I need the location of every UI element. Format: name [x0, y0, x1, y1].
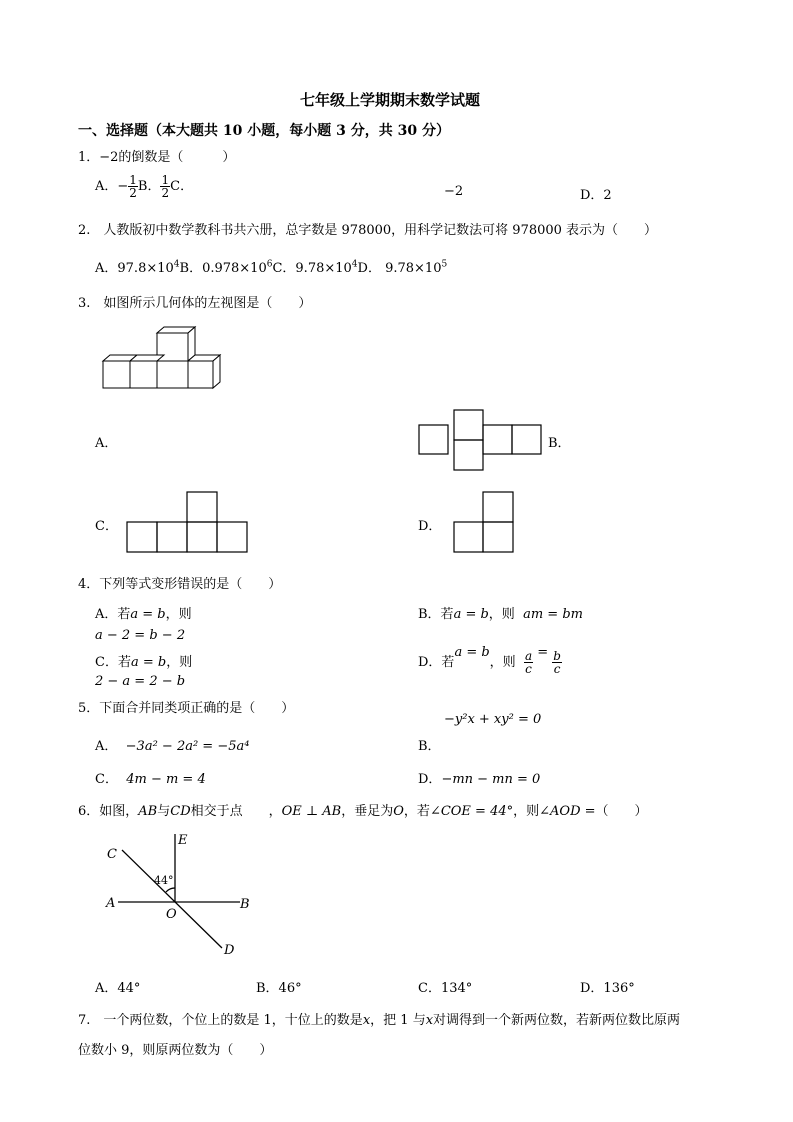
q5-d-label: D． — [418, 772, 442, 787]
q4-c-eq: a = b — [130, 655, 167, 670]
q4-d-frac1-den: c — [525, 662, 532, 676]
q6-stem-angle: ∠COE = 44° — [429, 804, 514, 819]
q4-d-frac2-den: c — [553, 662, 561, 676]
q5-option-b: B． — [418, 739, 441, 754]
q4-b-text1: B．若 — [418, 607, 454, 622]
q6-angle-label: 44° — [154, 874, 174, 887]
q2-b-exp: 6 — [266, 259, 273, 270]
q2-option-d: D． 9.78×10 — [357, 261, 442, 276]
q6-option-d: D．136° — [580, 981, 635, 996]
q6-label-e: E — [178, 833, 188, 848]
q4-d-frac2 — [552, 650, 562, 675]
q5-stem: 5．下面合并同类项正确的是（ ） — [78, 701, 295, 716]
q4-option-b — [418, 603, 583, 622]
q1-b-den: 2 — [161, 186, 170, 200]
q2-option-c: C．9.78×10 — [272, 261, 352, 276]
q6-figure — [100, 828, 270, 958]
q2-option-b: B．0.978×10 — [179, 261, 267, 276]
q4-b-text2: ，则 — [488, 607, 515, 622]
q1-a-num: 1 — [129, 173, 137, 187]
q5-option-c — [95, 768, 206, 787]
q6-label-c: C — [107, 847, 117, 862]
q5-b-expression: −y²x + xy² = 0 — [444, 712, 542, 727]
q6-stem-oe: OE ⊥ AB — [281, 804, 342, 819]
q6-stem-part4: ，垂足为 — [341, 804, 394, 819]
q1-a-den: 2 — [129, 186, 137, 200]
q2-stem: 2. 人教版初中数学教科书共六册，总字数是 978000，用科学记数法可将 978000 表示为（ ） — [78, 223, 658, 238]
q6-option-a: A．44° — [95, 981, 141, 996]
q6-stem-part5: ，若 — [403, 804, 430, 819]
q7-text3: 对调得到一个新两位数，若新两位数比原两 — [433, 1013, 681, 1028]
q6-stem-cd: CD — [170, 804, 191, 819]
q6-stem-o: O — [393, 804, 404, 819]
q5-option-d — [418, 768, 540, 787]
q6-stem-part3: 相交于点 ， — [190, 804, 282, 819]
q6-option-c: C．134° — [418, 981, 473, 996]
q1-options-abc — [95, 174, 193, 199]
q7-var-x: x — [362, 1013, 371, 1028]
q6-stem — [78, 800, 648, 819]
q2-options — [95, 257, 447, 276]
q5-d-expression: −mn − mn = 0 — [441, 772, 541, 787]
q4-a-result: a − 2 = b − 2 — [95, 628, 186, 643]
q6-label-a: A — [106, 896, 116, 911]
q6-stem-part6: ，则 — [513, 804, 540, 819]
q4-d-frac1-num: a — [524, 649, 533, 663]
q1-option-d: D．2 — [580, 188, 612, 203]
q3-option-a: A． — [95, 436, 118, 451]
section-heading: 一、选择题（本大题共 10 小题，每小题 3 分，共 30 分） — [78, 123, 450, 139]
q3-option-b-figure — [418, 409, 543, 471]
q6-stem-part2: 与 — [157, 804, 171, 819]
q6-stem-aod: ∠AOD = — [539, 804, 596, 819]
q4-d-frac2-num: b — [553, 649, 561, 663]
q2-option-a: A．97.8×10 — [95, 261, 174, 276]
q5-c-expression: 4m − m = 4 — [126, 772, 206, 787]
q1-option-c-value: −2 — [444, 184, 464, 199]
q4-c-text1: C．若 — [95, 655, 131, 670]
page-title: 七年级上学期期末数学试题 — [300, 91, 481, 109]
q6-stem-ab: AB — [138, 804, 158, 819]
q3-option-c: C． — [95, 519, 118, 534]
q4-b-result: am = bm — [523, 607, 583, 622]
q2-c-exp: 4 — [351, 259, 358, 270]
q2-a-exp: 4 — [173, 259, 180, 270]
q4-d-eq: a = b — [454, 645, 490, 660]
q3-option-c-figure — [126, 491, 251, 553]
q1-a-fraction — [128, 174, 138, 199]
q4-c-result: 2 − a = 2 − b — [95, 674, 186, 689]
q7-var-x2: x — [425, 1013, 434, 1028]
q3-option-d: D． — [418, 519, 442, 534]
q5-a-expression: −3a² − 2a² = −5a⁴ — [125, 739, 250, 754]
q1-option-a-prefix: A．− — [95, 179, 129, 194]
q4-a-text2: ，则 — [165, 607, 192, 622]
q7-text1: 7. 一个两位数，个位上的数是 1，十位上的数是 — [78, 1013, 363, 1028]
q4-d-text1: D．若 — [418, 655, 455, 670]
q1-option-b-prefix: B． — [137, 179, 161, 194]
q4-option-d: D．若a = b，则 $\frac{a}{c}$ = $\frac{b}{c}$ — [418, 645, 561, 676]
q4-d-frac1 — [524, 650, 533, 675]
q6-label-d: D — [224, 943, 235, 958]
q1-option-c-prefix: C． — [170, 179, 194, 194]
q6-label-o: O — [166, 907, 177, 922]
q4-option-a — [95, 603, 192, 622]
q6-option-b: B．46° — [256, 981, 302, 996]
q4-stem: 4．下列等式变形错误的是（ ） — [78, 577, 282, 592]
q4-a-text1: A．若 — [95, 607, 131, 622]
q1-b-num: 1 — [161, 173, 170, 187]
q4-a-eq: a = b — [130, 607, 166, 622]
q1-b-fraction — [160, 174, 170, 199]
q5-a-label: A． — [95, 739, 118, 754]
q7-line2: 位数小 9，则原两位数为（ ） — [78, 1043, 273, 1058]
q3-stem: 3. 如图所示几何体的左视图是（ ） — [78, 296, 312, 311]
q4-d-text2: ，则 — [489, 655, 516, 670]
q5-option-a — [95, 735, 249, 754]
q5-c-label: C． — [95, 772, 118, 787]
q3-option-d-figure — [453, 491, 515, 553]
q6-stem-part7: （ ） — [595, 804, 648, 819]
q3-option-b: B． — [548, 436, 571, 451]
q4-option-c — [95, 651, 192, 670]
q1-stem: 1．−2的倒数是（ ） — [78, 150, 236, 165]
q4-b-eq: a = b — [453, 607, 489, 622]
q3-solid-figure — [100, 325, 240, 395]
q6-stem-part1: 6．如图， — [78, 804, 139, 819]
q7-line1 — [78, 1009, 680, 1028]
q2-d-exp: 5 — [441, 259, 448, 270]
q4-c-text2: ，则 — [166, 655, 193, 670]
q7-text2: ，把 1 与 — [370, 1013, 426, 1028]
q6-label-b: B — [240, 897, 250, 912]
